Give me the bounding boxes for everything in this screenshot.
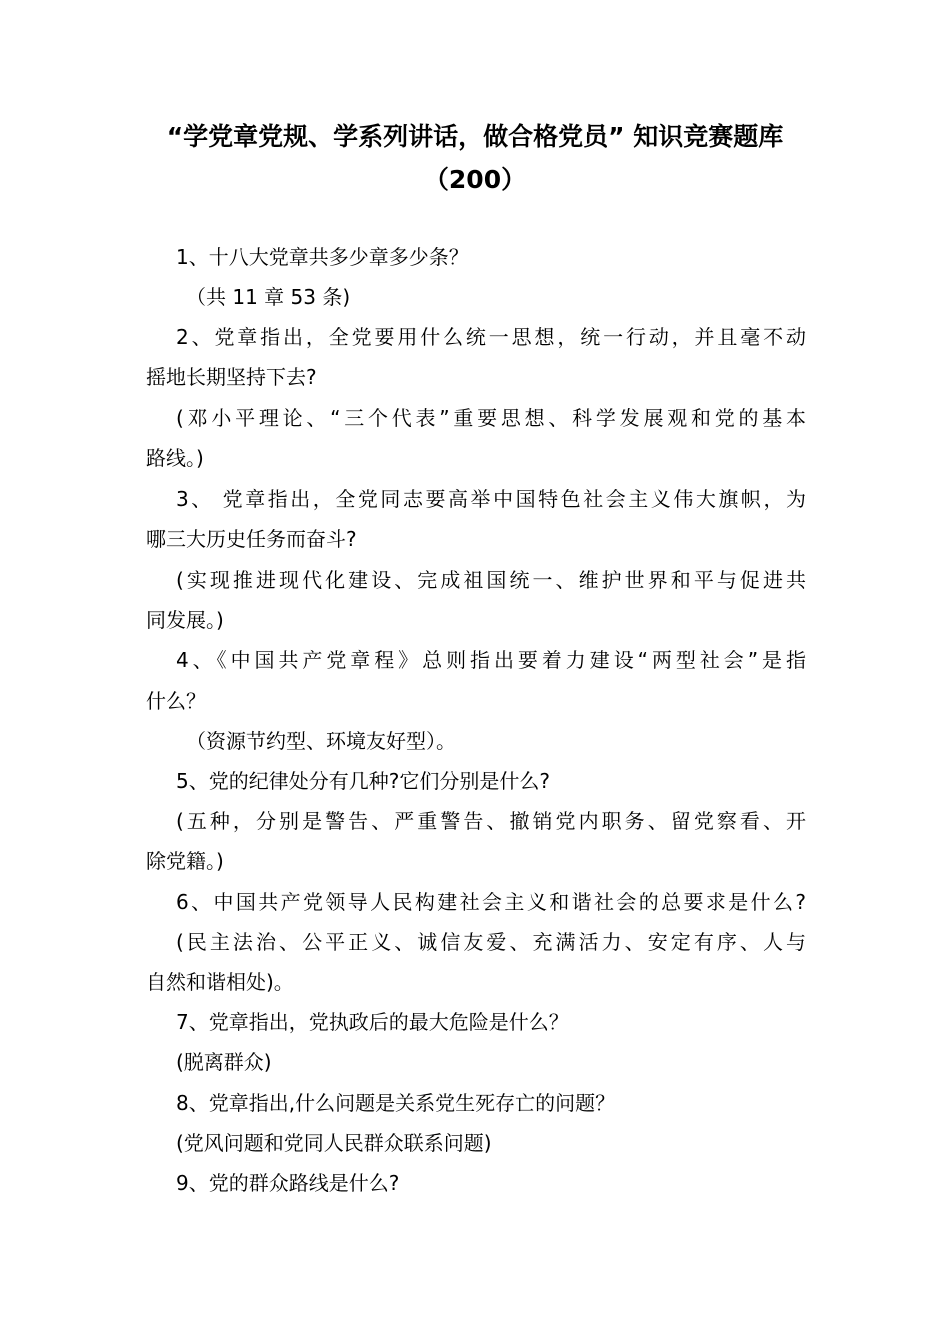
answer-2-cont: 路线。) [146,446,204,470]
answer-6-cont: 自然和谐相处)。 [146,970,294,994]
answer-5: (五种，分别是警告、严重警告、撤销党内职务、留党察看、开 [176,809,806,833]
answer-3: (实现推进现代化建设、完成祖国统一、维护世界和平与促进共 [176,568,806,592]
question-3: 3、 党章指出，全党同志要高举中国特色社会主义伟大旗帜，为 [176,487,806,511]
answer-7: (脱离群众) [176,1050,272,1074]
question-4-cont: 什么？ [146,689,206,713]
question-2-cont: 摇地长期坚持下去? [146,365,317,389]
answer-4: （资源节约型、环境友好型）。 [186,729,456,753]
answer-1: （共 11 章 53 条) [186,285,351,309]
question-3-cont: 哪三大历史任务而奋斗? [146,527,357,551]
question-7: 7、党章指出，党执政后的最大危险是什么？ [176,1010,569,1034]
answer-5-cont: 除党籍。) [146,849,224,873]
answer-2: (邓小平理论、“三个代表”重要思想、科学发展观和党的基本 [176,406,806,430]
answer-8: (党风问题和党同人民群众联系问题) [176,1131,492,1155]
question-1: 1、十八大党章共多少章多少条？ [176,245,469,269]
question-5: 5、党的纪律处分有几种?它们分别是什么? [176,769,550,793]
document-title-count: （200） [423,165,527,194]
answer-6: (民主法治、公平正义、诚信友爱、充满活力、安定有序、人与 [176,930,806,954]
question-2: 2、党章指出，全党要用什么统一思想，统一行动，并且毫不动 [176,325,806,349]
question-9: 9、党的群众路线是什么? [176,1171,400,1195]
question-6: 6、中国共产党领导人民构建社会主义和谐社会的总要求是什么? [176,890,806,914]
question-4: 4、《中国共产党章程》总则指出要着力建设“两型社会”是指 [176,648,806,672]
question-8: 8、党章指出,什么问题是关系党生死存亡的问题？ [176,1091,616,1115]
document-title: “学党章党规、学系列讲话，做合格党员” 知识竞赛题库 [166,122,784,151]
answer-3-cont: 同发展。) [146,608,224,632]
